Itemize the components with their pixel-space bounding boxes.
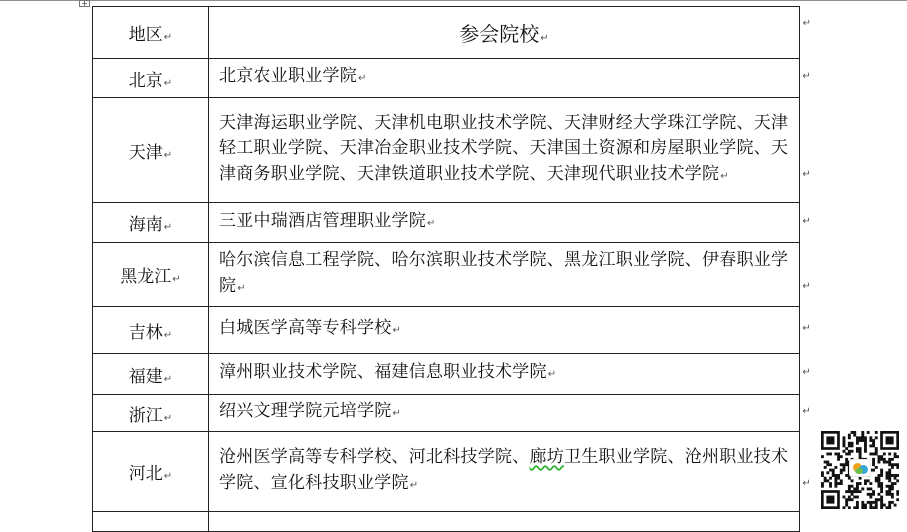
schools-text: 漳州职业技术学院、福建信息职业技术学院	[219, 362, 547, 383]
region-cell	[93, 98, 209, 203]
table-move-handle-icon[interactable]: +	[79, 0, 90, 7]
row-end-mark-icon: ↵	[802, 406, 811, 418]
paragraph-mark-icon: ↵	[427, 217, 436, 229]
table-row	[93, 432, 800, 512]
region-cell	[93, 307, 209, 354]
header-schools-label: 参会院校	[459, 22, 540, 46]
region-cell	[93, 512, 209, 532]
region-cell	[93, 432, 209, 512]
paragraph-mark-icon: ↵	[163, 149, 173, 161]
schools-text: 绍兴文理学院元培学院	[219, 401, 392, 422]
paragraph-mark-icon: ↵	[163, 373, 173, 385]
paragraph-mark-icon: ↵	[720, 170, 729, 182]
region-name: 黑龙江	[120, 267, 172, 287]
table-row	[93, 59, 800, 98]
table-row	[93, 395, 800, 432]
qr-code-icon	[821, 431, 899, 509]
paragraph-mark-icon: ↵	[163, 32, 173, 43]
region-name: 北京	[128, 70, 163, 91]
header-region-cell	[93, 7, 209, 59]
schools-cell	[209, 59, 811, 98]
schools-text: 三亚中瑞酒店管理职业学院	[219, 210, 426, 231]
table-row	[93, 307, 800, 354]
region-cell	[93, 203, 209, 243]
header-region-label: 地区	[128, 25, 163, 45]
schools-cell	[209, 512, 800, 532]
region-name: 福建	[128, 366, 163, 387]
paragraph-mark-icon: ↵	[172, 274, 181, 285]
paragraph-mark-icon: ↵	[163, 329, 173, 341]
region-cell	[93, 59, 209, 98]
paragraph-mark-icon: ↵	[547, 369, 557, 381]
page-top-edge	[0, 0, 907, 3]
region-name: 河北	[128, 464, 163, 484]
schools-cell	[209, 307, 811, 354]
table-row-partial	[93, 512, 800, 532]
paragraph-mark-icon: ↵	[237, 282, 246, 294]
paragraph-mark-icon: ↵	[540, 33, 549, 44]
qr-logo-icon	[849, 459, 871, 477]
header-schools-cell	[209, 7, 811, 59]
row-end-mark-icon: ↵	[802, 477, 811, 489]
table-row	[93, 203, 800, 243]
paragraph-mark-icon: ↵	[392, 408, 402, 420]
region-cell	[93, 354, 209, 395]
row-end-mark-icon: ↵	[802, 168, 811, 180]
region-name: 吉林	[128, 322, 163, 343]
row-end-mark-icon: ↵	[802, 215, 811, 227]
schools-text: 卫生职业学院、沧州职业技术学院、宣化科技职业学院	[219, 447, 789, 493]
region-name: 浙江	[128, 405, 163, 426]
schools-text: 天津海运职业学院、天津机电职业技术学院、天津财经大学珠江学院、天津轻工职业学院、天津冶金职业技术学院、天津国土资源和房屋职业学院、天津商务职业学院、天津铁道职业技术学院、天津现代职业技术学院	[219, 112, 789, 184]
row-end-mark-icon: ↵	[802, 367, 811, 379]
row-end-mark-icon: ↵	[802, 18, 811, 29]
schools-cell	[209, 395, 811, 432]
table-row	[93, 243, 800, 307]
paragraph-mark-icon: ↵	[358, 73, 367, 85]
schools-text: 北京农业职业学院	[219, 66, 357, 87]
table-header-row	[93, 7, 800, 59]
row-end-mark-icon: ↵	[802, 323, 811, 335]
table-row	[93, 354, 800, 395]
table-row	[93, 98, 800, 203]
spellcheck-underlined-text: 廊坊	[529, 447, 564, 467]
paragraph-mark-icon: ↵	[163, 77, 173, 89]
row-end-mark-icon: ↵	[802, 71, 811, 83]
schools-cell	[209, 243, 811, 307]
paragraph-mark-icon: ↵	[409, 479, 419, 491]
paragraph-mark-icon: ↵	[163, 412, 173, 424]
paragraph-mark-icon: ↵	[163, 222, 173, 233]
schools-table	[92, 6, 811, 532]
region-name: 天津	[128, 142, 163, 163]
schools-cell	[209, 354, 811, 395]
region-cell	[93, 243, 209, 307]
schools-cell	[209, 432, 811, 512]
schools-cell	[209, 98, 811, 203]
row-end-mark-icon: ↵	[802, 280, 811, 292]
region-name: 海南	[128, 215, 163, 235]
schools-cell	[209, 203, 811, 243]
schools-text: 哈尔滨信息工程学院、哈尔滨职业技术学院、黑龙江职业学院、伊春职业学院	[219, 250, 789, 296]
region-cell	[93, 395, 209, 432]
paragraph-mark-icon: ↵	[392, 325, 402, 337]
paragraph-mark-icon: ↵	[163, 471, 173, 482]
schools-text: 沧州医学高等专科学校、河北科技学院、	[219, 447, 530, 467]
schools-text: 白城医学高等专科学校	[219, 318, 392, 339]
